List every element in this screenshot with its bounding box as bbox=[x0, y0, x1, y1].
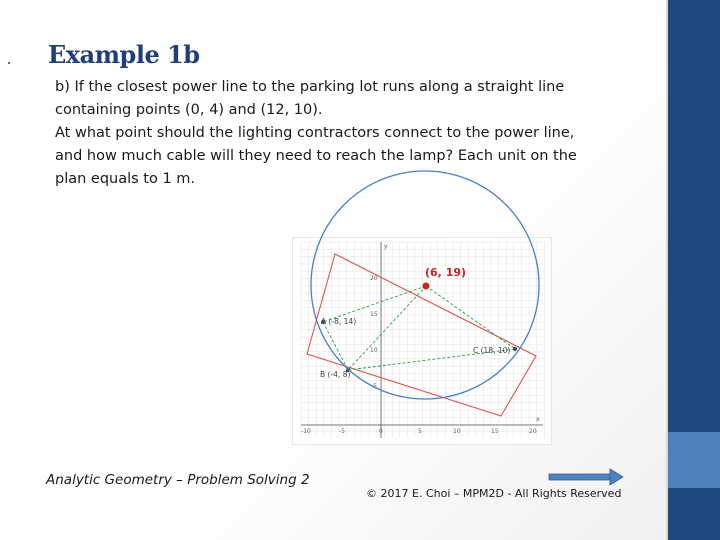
y-tick-label: 5 bbox=[373, 383, 377, 390]
stray-dot bbox=[8, 62, 10, 64]
sidebar-accent-block bbox=[668, 432, 720, 488]
x-tick-label: 15 bbox=[491, 428, 499, 435]
y-tick-label: 20 bbox=[370, 275, 378, 282]
y-tick-labels bbox=[370, 275, 378, 390]
problem-line-3: At what point should the lighting contractors connect to the power line, bbox=[55, 125, 575, 141]
x-axis-label: x bbox=[536, 416, 540, 423]
lamp-center-point bbox=[423, 283, 430, 290]
coordinate-graph bbox=[292, 237, 552, 445]
y-axis-label: y bbox=[384, 243, 388, 250]
radius-to-b bbox=[348, 286, 426, 370]
problem-line-5: plan equals to 1 m. bbox=[55, 171, 196, 187]
graph-svg bbox=[293, 238, 551, 444]
point-b-label: B (-4, 8) bbox=[320, 370, 351, 379]
x-tick-label: 0 bbox=[379, 428, 383, 435]
point-c bbox=[513, 347, 517, 351]
problem-text bbox=[55, 76, 645, 191]
problem-line-4: and how much cable will they need to reach the lamp? Each unit on the bbox=[55, 148, 577, 164]
problem-line-1: b) If the closest power line to the parking lot runs along a straight line bbox=[55, 79, 565, 95]
parking-lot-rectangle bbox=[307, 254, 536, 416]
x-tick-label: -5 bbox=[339, 428, 345, 435]
radius-to-c bbox=[426, 286, 515, 349]
x-tick-labels bbox=[301, 428, 537, 435]
x-tick-label: 20 bbox=[529, 428, 537, 435]
y-tick-label: 15 bbox=[370, 311, 378, 318]
arrow-right-icon bbox=[548, 468, 624, 486]
next-slide-button[interactable] bbox=[548, 468, 624, 486]
x-tick-label: 5 bbox=[418, 428, 422, 435]
footer-course-title: Analytic Geometry – Problem Solving 2 bbox=[46, 472, 310, 488]
x-tick-label: 10 bbox=[453, 428, 461, 435]
point-a-label: A (-8, 14) bbox=[321, 317, 357, 326]
y-tick-label: 10 bbox=[370, 347, 378, 354]
center-label: (6, 19) bbox=[425, 266, 467, 279]
slide-title: Example 1b bbox=[48, 40, 200, 69]
footer-copyright: © 2017 E. Choi – MPM2D - All Rights Reserved bbox=[366, 487, 622, 500]
x-tick-label: -10 bbox=[301, 428, 311, 435]
problem-line-2: containing points (0, 4) and (12, 10). bbox=[55, 102, 323, 118]
point-c-label: C (18, 10) bbox=[473, 346, 511, 355]
